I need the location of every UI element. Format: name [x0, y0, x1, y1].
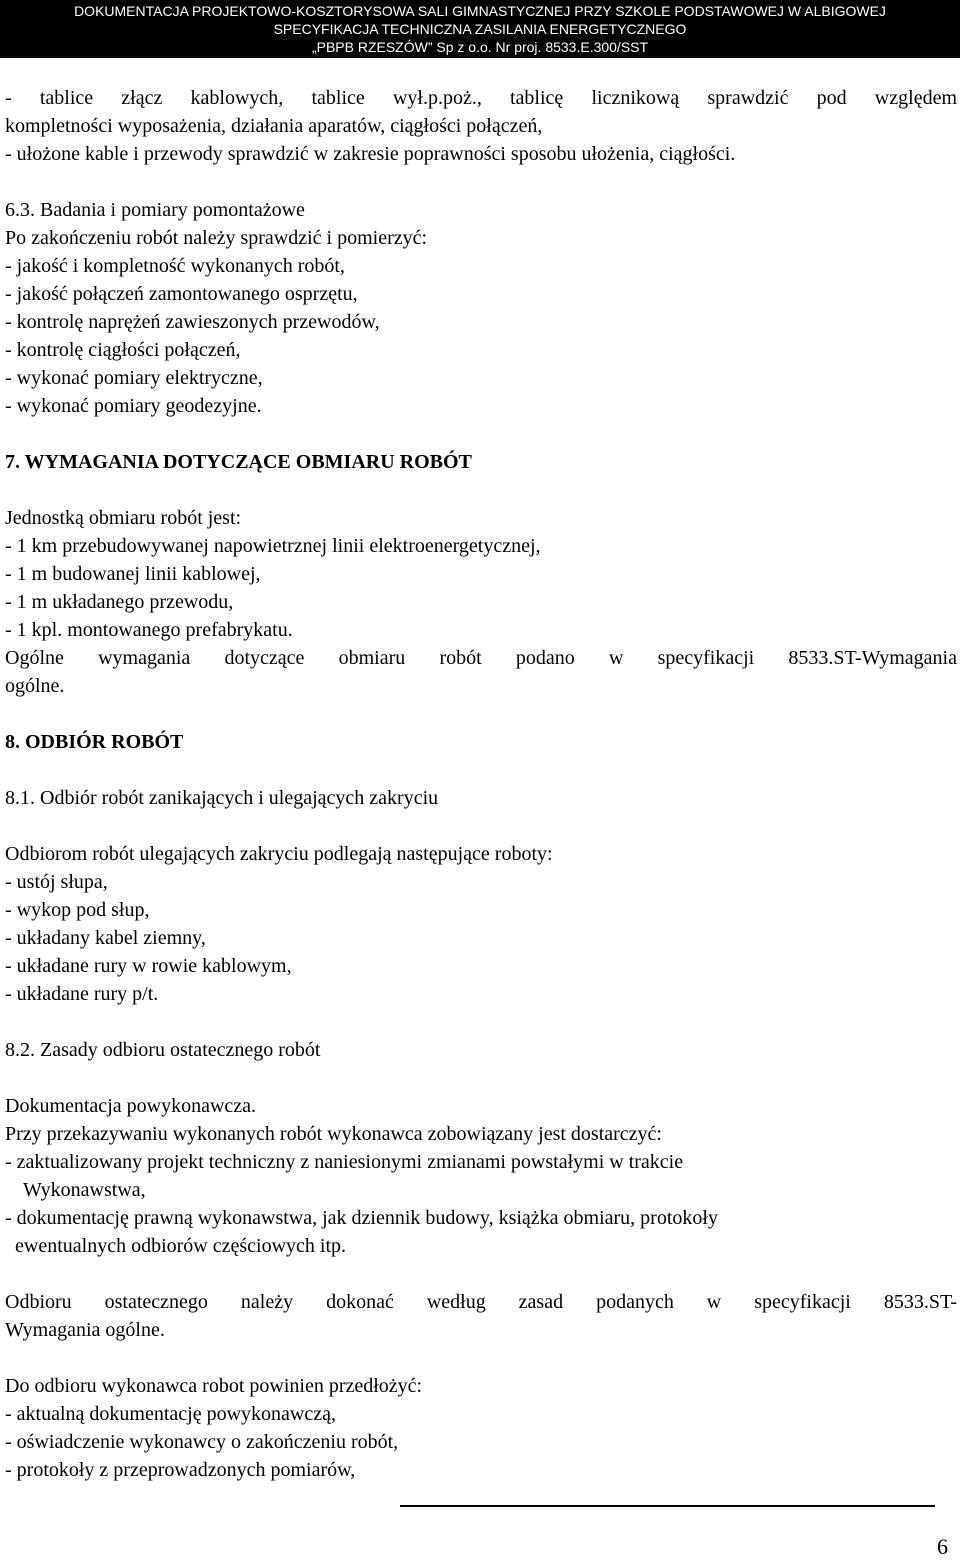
section-8-title: 8. ODBIÓR ROBÓT — [5, 731, 184, 753]
list-item: - 1 kpl. montowanego prefabrykatu. — [5, 619, 293, 641]
list-item: - 1 km przebudowywanej napowietrznej linii elektroenergetycznej, — [5, 535, 541, 557]
intro-line: - tablice złącz kablowych, tablice wył.p.poż., tablicę licznikową sprawdzić pod względem — [5, 87, 957, 109]
section-6-3-lead: Po zakończeniu robót należy sprawdzić i pomierzyć: — [5, 227, 428, 249]
list-item: - 1 m budowanej linii kablowej, — [5, 563, 261, 585]
document-body — [5, 84, 957, 1484]
section-8-2-final-continuation: Wymagania ogólne. — [5, 1319, 165, 1341]
list-item: - aktualną dokumentację powykonawczą, — [5, 1403, 336, 1425]
list-item: - 1 m układanego przewodu, — [5, 591, 234, 613]
list-item: - jakość połączeń zamontowanego osprzętu, — [5, 283, 358, 305]
page-number: 6 — [937, 1534, 948, 1559]
list-item: - oświadczenie wykonawcy o zakończeniu robót, — [5, 1431, 399, 1453]
header-project-title: DOKUMENTACJA PROJEKTOWO-KOSZTORYSOWA SALI GIMNASTYCZNEJ PRZY SZKOLE PODSTAWOWEJ W ALBIGOWEJ — [74, 3, 886, 19]
list-item: - ustój słupa, — [5, 871, 108, 893]
list-item: - układane rury p/t. — [5, 983, 159, 1005]
list-item: - kontrolę naprężeń zawieszonych przewodów, — [5, 311, 380, 333]
intro-line: kompletności wyposażenia, działania aparatów, ciągłości połączeń, — [5, 115, 543, 137]
section-8-2-submit-lead: Do odbioru wykonawca robot powinien przedłożyć: — [5, 1375, 423, 1397]
header-company-project-number: „PBPB RZESZÓW” Sp z o.o. Nr proj. 8533.E.300/SST — [311, 39, 649, 55]
section-7-lead: Jednostką obmiaru robót jest: — [5, 507, 242, 529]
footer-rule — [400, 1505, 935, 1507]
list-item: - wykonać pomiary elektryczne, — [5, 367, 263, 389]
section-8-2-lead: Przy przekazywaniu wykonanych robót wykonawca zobowiązany jest dostarczyć: — [5, 1123, 662, 1145]
list-item: - zaktualizowany projekt techniczny z naniesionymi zmianami powstałymi w trakcie — [5, 1151, 684, 1173]
section-7-title: 7. WYMAGANIA DOTYCZĄCE OBMIARU ROBÓT — [5, 451, 472, 473]
list-item: - wykop pod słup, — [5, 899, 150, 921]
list-item: - jakość i kompletność wykonanych robót, — [5, 255, 345, 277]
list-item: - układany kabel ziemny, — [5, 927, 206, 949]
header-spec-title: SPECYFIKACJA TECHNICZNA ZASILANIA ENERGETYCZNEGO — [273, 21, 687, 37]
section-6-3-title: 6.3. Badania i pomiary pomontażowe — [5, 199, 305, 221]
section-8-2-final: Odbioru ostatecznego należy dokonać według zasad podanych w specyfikacji 8533.ST- — [5, 1291, 957, 1313]
section-8-1-title: 8.1. Odbiór robót zanikających i ulegających zakryciu — [5, 787, 439, 809]
list-item: - protokoły z przeprowadzonych pomiarów, — [5, 1459, 356, 1481]
section-8-2-doc: Dokumentacja powykonawcza. — [5, 1095, 257, 1117]
list-item-continuation: ewentualnych odbiorów częściowych itp. — [15, 1235, 347, 1257]
list-item: - wykonać pomiary geodezyjne. — [5, 395, 262, 417]
list-item: - kontrolę ciągłości połączeń, — [5, 339, 241, 361]
section-7-note: Ogólne wymagania dotyczące obmiaru robót podano w specyfikacji 8533.ST-Wymagania — [5, 647, 957, 669]
intro-line: - ułożone kable i przewody sprawdzić w zakresie poprawności sposobu ułożenia, ciągłości. — [5, 143, 736, 165]
section-8-1-lead: Odbiorom robót ulegających zakryciu podlegają następujące roboty: — [5, 843, 553, 865]
list-item-continuation: Wykonawstwa, — [23, 1179, 146, 1201]
list-item: - dokumentację prawną wykonawstwa, jak dziennik budowy, książka obmiaru, protokoły — [5, 1207, 718, 1229]
section-7-note-continuation: ogólne. — [5, 675, 65, 697]
document-header — [0, 0, 960, 58]
section-8-2-title: 8.2. Zasady odbioru ostatecznego robót — [5, 1039, 321, 1061]
list-item: - układane rury w rowie kablowym, — [5, 955, 292, 977]
